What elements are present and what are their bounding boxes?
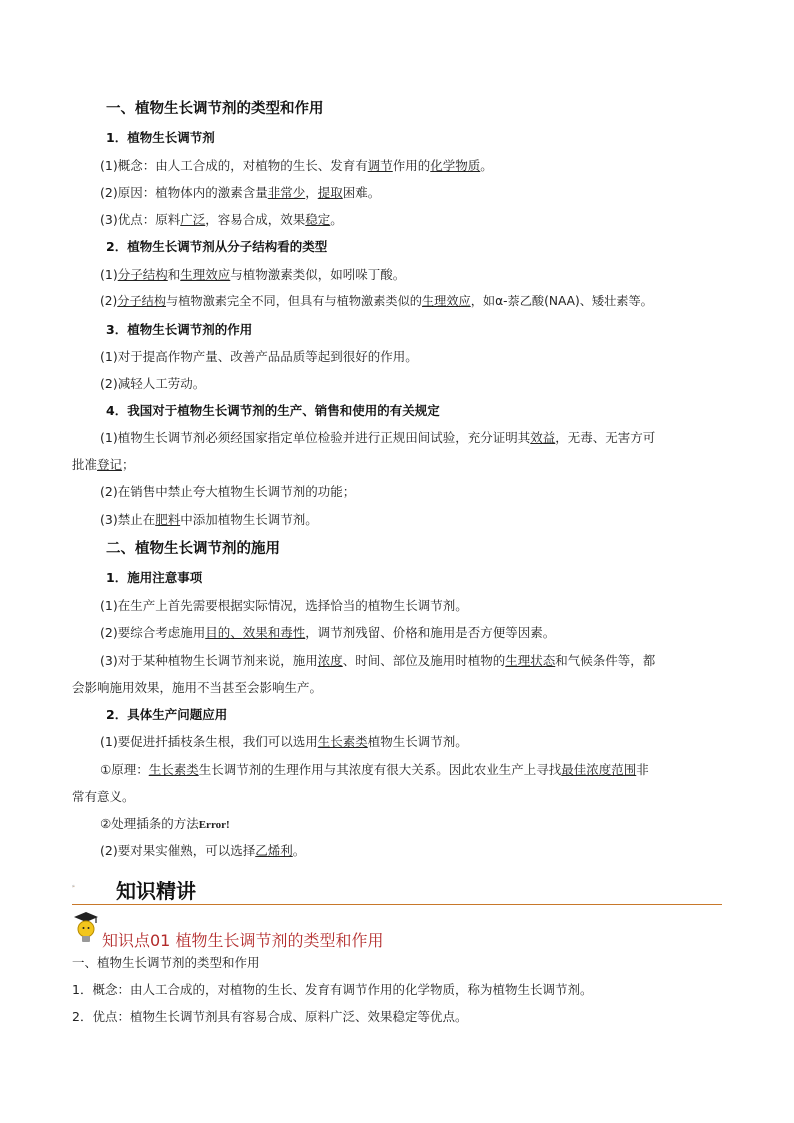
knowledge-point-title: 知识点01 植物生长调节剂的类型和作用 (102, 931, 384, 950)
section2-title: 二、植物生长调节剂的施用 (106, 541, 280, 557)
sub1-title: 1．植物生长调节剂 (106, 130, 215, 145)
principle-line1: ①原理：生长素类生长调节剂的生理作用与其浓度有很大关系。因此农业生产上寻找最佳浓度范围非 (100, 762, 649, 777)
type2-line: (2)分子结构与植物激素完全不同，但具有与植物激素类似的生理效应，如α-萘乙酸(NAA)、矮壮素等。 (100, 294, 653, 308)
kp-heading: 一、植物生长调节剂的类型和作用 (72, 955, 260, 970)
principle-line2: 常有意义。 (72, 789, 135, 804)
note2-line: (2)要综合考虑施用目的、效果和毒性，调节剂残留、价格和施用是否方便等因素。 (100, 625, 556, 640)
graduate-lightbulb-icon (72, 909, 100, 945)
flask-icon (72, 865, 116, 907)
effect-item2: (2)减轻人工劳动。 (100, 376, 206, 391)
sub3-title: 3．植物生长调节剂的作用 (106, 322, 253, 337)
s2-sub1-title: 1．施用注意事项 (106, 570, 203, 585)
s2-sub2-title: 2．具体生产问题应用 (106, 707, 228, 722)
concept-line: (1)概念：由人工合成的，对植物的生长、发育有调节作用的化学物质。 (100, 158, 493, 173)
banner-title: 知识精讲 (116, 879, 196, 903)
rule3-line: (3)禁止在肥料中添加植物生长调节剂。 (100, 512, 318, 527)
sub2-title: 2．植物生长调节剂从分子结构看的类型 (106, 239, 328, 254)
effect-item1: (1)对于提高作物产量、改善产品品质等起到很好的作用。 (100, 349, 418, 364)
section1-title: 一、植物生长调节剂的类型和作用 (106, 101, 324, 117)
banner-divider (72, 904, 722, 905)
kp-line1: 1．概念：由人工合成的，对植物的生长、发育有调节作用的化学物质，称为植物生长调节剂。 (72, 982, 593, 997)
rule1-line2: 批准登记； (72, 457, 135, 472)
sub4-title: 4．我国对于植物生长调节剂的生产、销售和使用的有关规定 (106, 403, 440, 418)
note3-line1: (3)对于某种植物生长调节剂来说，施用浓度、时间、部位及施用时植物的生理状态和气候条件等，都 (100, 653, 656, 668)
rule1-line1: (1)植物生长调节剂必须经国家指定单位检验并进行正规田间试验，充分证明其效益，无毒、无害方可 (100, 430, 656, 445)
ripen-line: (2)要对果实催熟，可以选择乙烯利。 (100, 843, 306, 858)
rule2-line: (2)在销售中禁止夸大植物生长调节剂的功能； (100, 484, 356, 499)
type1-line: (1)分子结构和生理效应与植物激素类似，如吲哚丁酸。 (100, 267, 406, 282)
kp-line2: 2．优点：植物生长调节剂具有容易合成、原料广泛、效果稳定等优点。 (72, 1009, 468, 1024)
reason-line: (2)原因：植物体内的激素含量非常少，提取困难。 (100, 185, 381, 200)
note1-line: (1)在生产上首先需要根据实际情况，选择恰当的植物生长调节剂。 (100, 598, 468, 613)
advantage-line: (3)优点：原料广泛，容易合成，效果稳定。 (100, 212, 343, 227)
note3-line2: 会影响施用效果，施用不当甚至会影响生产。 (72, 680, 323, 695)
method-line: ②处理插条的方法Error! (100, 816, 230, 831)
apply1-line: (1)要促进扦插枝条生根，我们可以选用生长素类植物生长调节剂。 (100, 734, 468, 749)
